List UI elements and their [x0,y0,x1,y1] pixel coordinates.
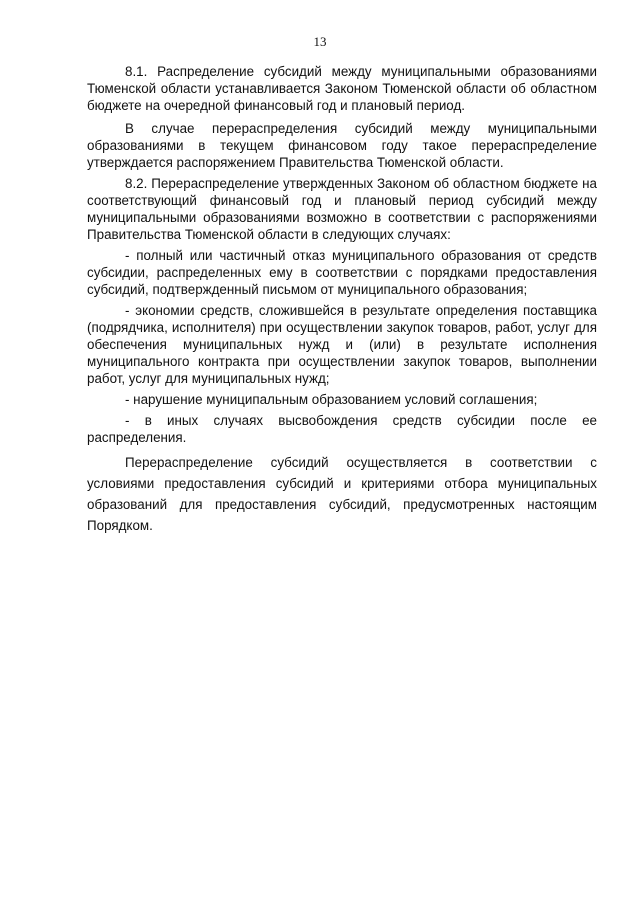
list-item-other-cases: - в иных случаях высвобождения средств субсидии после ее распределения. [87,413,597,445]
document-body [87,63,597,536]
list-item-savings: - экономии средств, сложившейся в результате определения поставщика (подрядчика, исполнителя) при осуществлении закупок товаров, работ, услуг для обеспечения муниципальных нужд и (или) в результате исполнения муниципального контракта при осуществлении закупок товаров, выполнении работ, услуг для муниципальных нужд; [87,303,597,386]
paragraph-redistribution-current-year: В случае перераспределения субсидий между муниципальными образованиями в текущем финансовом году такое перераспределение утверждается распоряжением Правительства Тюменской области. [87,121,597,170]
list-item-refusal: - полный или частичный отказ муниципального образования от средств субсидии, распределенных ему в соответствии с порядками предоставления субсидий, подтвержденный письмом от муниципального образования; [87,248,597,297]
page-number: 13 [313,34,327,49]
list-item-violation: - нарушение муниципальным образованием условий соглашения; [125,392,538,407]
paragraph-redistribution-conditions: Перераспределение субсидий осуществляется в соответствии с условиями предоставления субсидий и критериями отбора муниципальных образований для предоставления субсидий, предусмотренных настоящим Порядком. [87,455,597,533]
paragraph-8-1: 8.1. Распределение субсидий между муниципальными образованиями Тюменской области устанавливается Законом Тюменской области об областном бюджете на очередной финансовый год и плановый период. [87,64,597,113]
paragraph-8-2: 8.2. Перераспределение утвержденных Законом об областном бюджете на соответствующий финансовый год и плановый период субсидий между муниципальными образованиями возможно в соответствии с распоряжениями Правительства Тюменской области в следующих случаях: [87,176,597,242]
